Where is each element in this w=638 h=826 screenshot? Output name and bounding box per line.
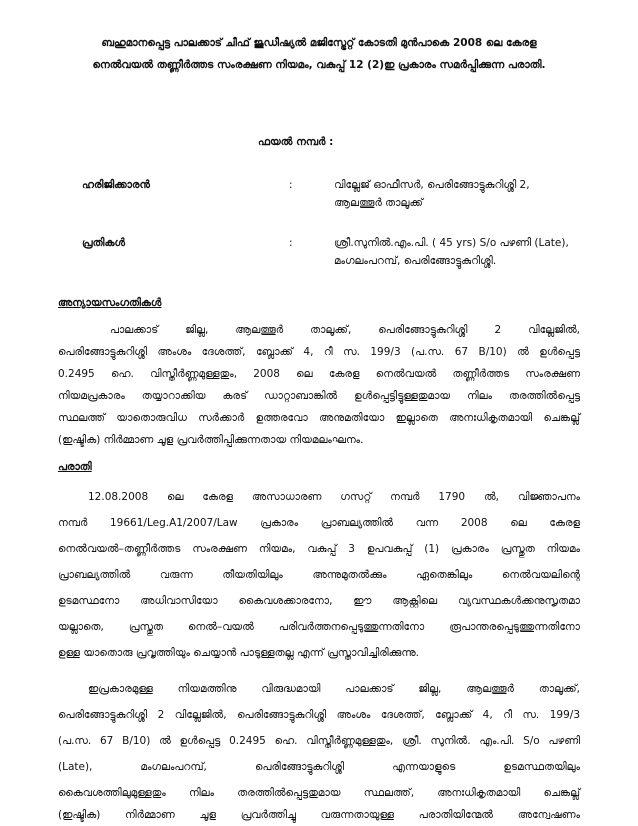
complaint-line: ഉടമസ്ഥനോ അധിവാസിയോ കൈവശക്കാരനോ, ഈ ആക്റ്റിലെ വ്യവസ്ഥകൾക്കനുസൃതമാ xyxy=(58,595,580,607)
complaint-title: പരാതി xyxy=(58,461,92,473)
respondent-line-1: ശ്രീ.സുനിൽ.എം.പി. ( 45 yrs) S/o പഴണി (Late), xyxy=(334,237,569,249)
complaint-line: (Late), മംഗലംപറമ്പ്, പെരിങ്ങോട്ടുകുറിശ്ശി എന്നയാളുടെ ഉടമസ്ഥതയിലും xyxy=(58,761,580,773)
facts-line: പാലക്കാട് ജില്ല, ആലത്തൂർ താലൂക്ക്, പെരിങ്ങോട്ടുകുറിശ്ശി 2 വില്ലേജിൽ, xyxy=(110,324,580,336)
file-number-label: ഫയൽ നമ്പർ : xyxy=(258,136,334,148)
respondent-line-2: മംഗലംപറമ്പ്, പെരിങ്ങോട്ടുകുറിശ്ശി. xyxy=(334,255,497,267)
respondent-label: പ്രതികൾ xyxy=(82,237,126,249)
complainant-line-2: ആലത്തൂർ താലൂക്ക് xyxy=(334,197,423,209)
facts-line: (ഇഷ്ടിക) നിർമ്മാണ ചൂള പ്രവർത്തിപ്പിക്കുന്നതായ നിയമലംഘനം. xyxy=(58,434,364,446)
facts-line: പെരിങ്ങോട്ടുകുറിശ്ശി അംശം ദേശത്ത്, ബ്ലോക്ക് 4, റീ സ. 199/3 (പ.സ. 67 B/10) ൽ ഉൾപ്പെട്ട xyxy=(58,346,580,358)
complainant-label: ഹരിജിക്കാരൻ xyxy=(82,179,150,191)
complaint-line: ഇപ്രകാരമുള്ള നിയമത്തിനു വിരുദ്ധമായി പാലക്കാട് ജില്ല, ആലത്തൂർ താലൂക്ക്, xyxy=(88,683,580,695)
heading-line-1: ബഹുമാനപ്പെട്ട പാലക്കാട് ചീഫ് ജുഡീഷ്യൽ മജിസ്ട്രേറ്റ് കോടതി മുൻപാകെ 2008 ലെ കേരള xyxy=(101,37,537,49)
complaint-line: 12.08.2008 ലെ കേരള അസാധാരണ ഗസറ്റ് നമ്പർ 1790 ൽ, വിജ്ഞാപനം xyxy=(88,491,580,503)
facts-line: 0.2495 ഹെ. വിസ്തീർണ്ണമുള്ളതും, 2008 ലെ കേരള നെൽവയൽ തണ്ണീർത്തട സംരക്ഷണ xyxy=(58,368,580,380)
complainant-colon: : xyxy=(289,179,293,191)
complaint-line: നമ്പർ 19661/Leg.A1/2007/Law പ്രകാരം പ്രാബല്യത്തിൽ വന്ന 2008 ലെ കേരള xyxy=(58,517,580,529)
complainant-line-1: വില്ലേജ് ഓഫീസർ, പെരിങ്ങോട്ടുകുറിശ്ശി 2, xyxy=(334,179,530,191)
respondent-colon: : xyxy=(289,237,293,249)
complaint-line: നെൽവയൽ–തണ്ണീർത്തട സംരക്ഷണ നിയമം, വകുപ്പ് 3 ഉപവകുപ്പ് (1) പ്രകാരം പ്രസ്തുത നിയമം xyxy=(58,543,580,555)
complaint-line: കൈവശത്തിലുമുള്ളതും നിലം തരത്തിൽപ്പെട്ടതുമായ സ്ഥലത്ത്, അനഃധികൃതമായി ചെങ്കല്ല് xyxy=(58,787,580,799)
complaint-line: ഉള്ള യാതൊരു പ്രവൃത്തിയും ചെയ്യാൻ പാടുള്ളതല്ല എന്ന് പ്രസ്താവിച്ചിരിക്കുന്നു. xyxy=(58,647,420,659)
facts-line: നിയമപ്രകാരം തയ്യാറാക്കിയ കരട് ഡാറ്റാബാങ്കിൽ ഉൾപ്പെട്ടിട്ടുള്ളതുമായ നിലം തരത്തിൽപ്പെട്ട xyxy=(58,390,580,402)
complaint-line: പെരിങ്ങോട്ടുകുറിശ്ശി 2 വില്ലേജിൽ, പെരിങ്ങോട്ടുകുറിശ്ശി അംശം ദേശത്ത്, ബ്ലോക്ക് 4, റീ സ. 199/3 xyxy=(58,709,580,721)
complaint-line: (പ.സ. 67 B/10) ൽ ഉൾപ്പെട്ട 0.2495 ഹെ. വിസ്തീർണ്ണമുള്ളതും, ശ്രീ. സുനിൽ. എം.പി. S/o പഴണി xyxy=(58,735,580,747)
heading-line-2: നെൽവയൽ തണ്ണീർത്തട സംരക്ഷണ നിയമം, വകുപ്പ് 12 (2)ഇ പ്രകാരം സമർപ്പിക്കുന്ന പരാതി. xyxy=(92,59,546,71)
facts-title: അന്യായസംഗതികൾ xyxy=(58,297,162,309)
complaint-line: (ഇഷ്ടിക) നിർമ്മാണ ചൂള പ്രവർത്തിച്ചു വരുന്നതായുള്ള പരാതിയിന്മേൽ അന്വേഷണം xyxy=(58,809,580,821)
complaint-line: യല്ലാതെ, പ്രസ്തുത നെൽ–വയൽ പരിവർത്തനപ്പെടുത്തുന്നതിനോ രൂപാന്തരപ്പെടുത്തുന്നതിനോ xyxy=(58,621,580,633)
complaint-line: പ്രാബല്യത്തിൽ വരുന്ന തീയതിയിലും അന്നുമുതൽക്കും ഏതെങ്കിലും നെൽവയലിന്റെ xyxy=(58,569,580,581)
facts-line: സ്ഥലത്ത് യാതൊരുവിധ സർക്കാർ ഉത്തരവോ അനുമതിയോ ഇല്ലാതെ അനഃധികൃതമായി ചെങ്കല്ല് xyxy=(58,412,580,424)
